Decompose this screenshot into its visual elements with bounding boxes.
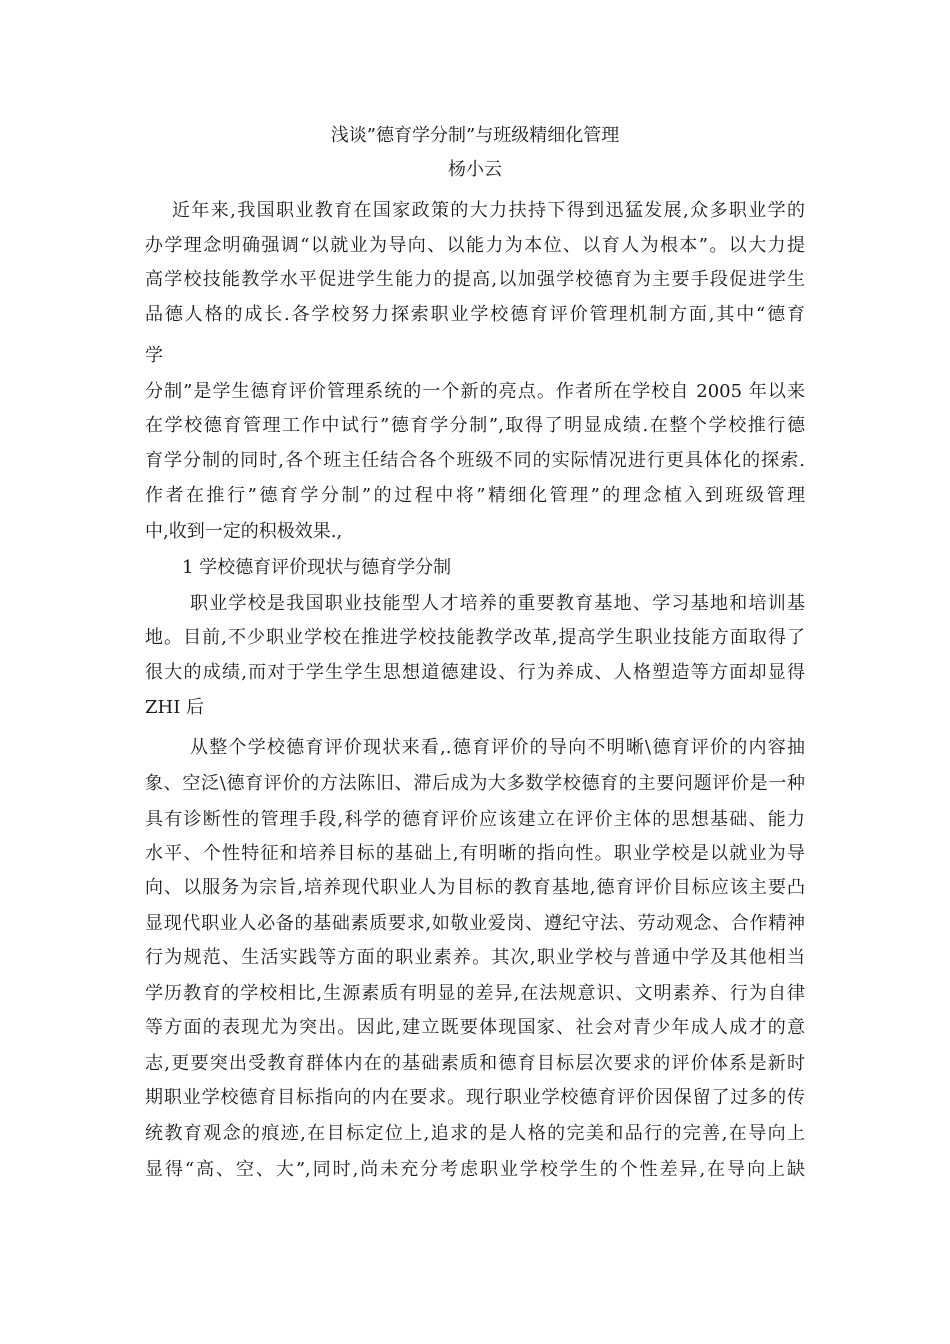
paragraph-line: ZHI 后 (145, 697, 205, 718)
paragraph-line: 显现代职业人必备的基础素质要求,如敬业爱岗、遵纪守法、劳动观念、合作精神 (145, 913, 805, 934)
paragraph-line: 具有诊断性的管理手段,科学的德育评价应该建立在评价主体的思想基础、能力 (145, 809, 805, 830)
paragraph-line: 期职业学校德育目标指向的内在要求。现行职业学校德育评价因保留了过多的传 (145, 1087, 805, 1108)
paragraph-line: 在学校德育管理工作中试行”德育学分制”,取得了明显成绩.在整个学校推行德 (145, 415, 805, 436)
paragraph-line: 志,更要突出受教育群体内在的基础素质和德育目标层次要求的评价体系是新时 (145, 1053, 805, 1074)
paragraph-line: 中,收到一定的积极效果., (145, 521, 343, 542)
paragraph-line: 近年来,我国职业教育在国家政策的大力扶持下得到迅猛发展,众多职业学的 (172, 200, 805, 221)
paragraph-line: 分制”是学生德育评价管理系统的一个新的亮点。作者所在学校自 2005 年以来 (145, 381, 805, 402)
document-title: 浅谈”德育学分制”与班级精细化管理 (330, 125, 620, 146)
paragraph-line: 学 (145, 345, 163, 366)
paragraph-line: 学历教育的学校相比,生源素质有明显的差异,在法规意识、文明素养、行为自律 (145, 983, 805, 1004)
paragraph-line: 育学分制的同时,各个班主任结合各个班级不同的实际情况进行更具体化的探索. (145, 450, 805, 471)
paragraph-line: 作者在推行”德育学分制”的过程中将”精细化管理”的理念植入到班级管理 (145, 485, 805, 506)
paragraph-line: 1 学校德育评价现状与德育学分制 (182, 557, 452, 578)
paragraph-line: 水平、个性特征和培养目标的基础上,有明晰的指向性。职业学校是以就业为导 (145, 843, 805, 864)
paragraph-line: 从整个学校德育评价现状来看,.德育评价的导向不明晰\德育评价的内容抽 (190, 737, 805, 758)
paragraph-line: 品德人格的成长.各学校努力探索职业学校德育评价管理机制方面,其中“德育 (145, 304, 805, 325)
paragraph-line: 象、空泛\德育评价的方法陈旧、滞后成为大多数学校德育的主要问题评价是一种 (145, 773, 805, 794)
paragraph-line: 职业学校是我国职业技能型人才培养的重要教育基地、学习基地和培训基 (190, 593, 805, 614)
paragraph-line: 高学校技能教学水平促进学生能力的提高,以加强学校德育为主要手段促进学生 (145, 269, 805, 290)
document-author: 杨小云 (448, 159, 502, 180)
paragraph-line: 等方面的表现尤为突出。因此,建立既要体现国家、社会对青少年成人成才的意 (145, 1017, 805, 1038)
paragraph-line: 行为规范、生活实践等方面的职业素养。其次,职业学校与普通中学及其他相当 (145, 947, 805, 968)
paragraph-line: 办学理念明确强调“以就业为导向、以能力为本位、以育人为根本”。以大力提 (145, 235, 805, 256)
paragraph-line: 很大的成绩,而对于学生学生思想道德建设、行为养成、人格塑造等方面却显得 (145, 662, 805, 683)
paragraph-line: 向、以服务为宗旨,培养现代职业人为目标的教育基地,德育评价目标应该主要凸 (145, 877, 805, 898)
paragraph-line: 统教育观念的痕迹,在目标定位上,追求的是人格的完美和品行的完善,在导向上 (145, 1123, 805, 1144)
paragraph-line: 地。目前,不少职业学校在推进学校技能教学改革,提高学生职业技能方面取得了 (145, 627, 805, 648)
paragraph-line: 显得“高、空、大”,同时,尚未充分考虑职业学校学生的个性差异,在导向上缺 (145, 1159, 805, 1180)
